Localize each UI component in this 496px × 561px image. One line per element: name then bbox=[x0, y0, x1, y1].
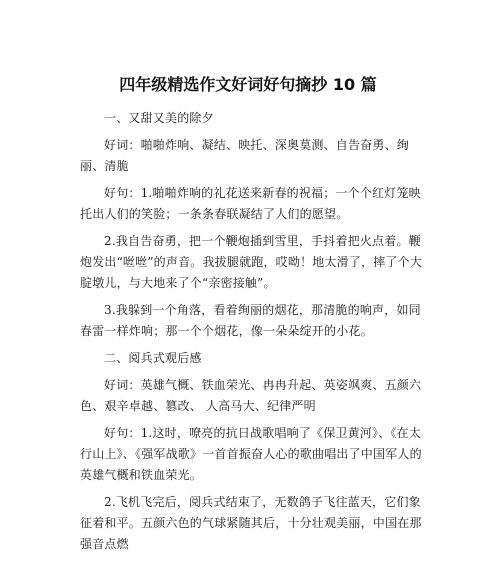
section-heading: 二、阅兵式观后感 bbox=[104, 351, 202, 365]
paragraph: 好词：啪啪炸响、凝结、映托、深奥莫测、自告奋勇、绚丽、清脆 bbox=[80, 138, 410, 173]
paragraph: 好句：1.啪啪炸响的礼花送来新春的祝福；一个个红灯笼映托出人们的笑脸；一条条春联凝结了人们的愿望。 bbox=[80, 186, 421, 221]
paragraph: 好句：1.这时，嘹亮的抗日战歌唱响了《保卫黄河》、《在太行山上》、《强军战歌》一首首振奋人心的歌曲唱出了中国军人的英雄气概和铁血荣光。 bbox=[80, 426, 422, 482]
document-title: 四年级精选作文好词好句摘抄 10 篇 bbox=[119, 75, 377, 94]
paragraph: 3.我躲到一个角落，看着绚丽的烟花，那清脆的响声，如同春雷一样炸响；那一个个烟花，像一朵朵绽开的小花。 bbox=[80, 303, 421, 338]
paragraph: 2.我自告奋勇，把一个鞭炮插到雪里，手抖着把火点着。鞭炮发出“咝咝”的声音。我拔腿就跑，哎呦！地太滑了，摔了个大腚墩儿，与大地来了个“亲密接触”。 bbox=[80, 234, 423, 290]
document-body bbox=[80, 108, 425, 561]
paragraph: 好词：英雄气概、铁血荣光、冉冉升起、英姿飒爽、五颜六色、艰辛卓越、篡改、 人高马大、纪律严明 bbox=[80, 378, 422, 413]
paragraph: 2.飞机飞完后，阅兵式结束了，无数鸽子飞往蓝天，它们象征着和平。五颜六色的气球紧随其后，十分壮观美丽，中国在那强音点燃 bbox=[80, 495, 422, 551]
section-heading: 一、又甜又美的除夕 bbox=[104, 111, 214, 125]
